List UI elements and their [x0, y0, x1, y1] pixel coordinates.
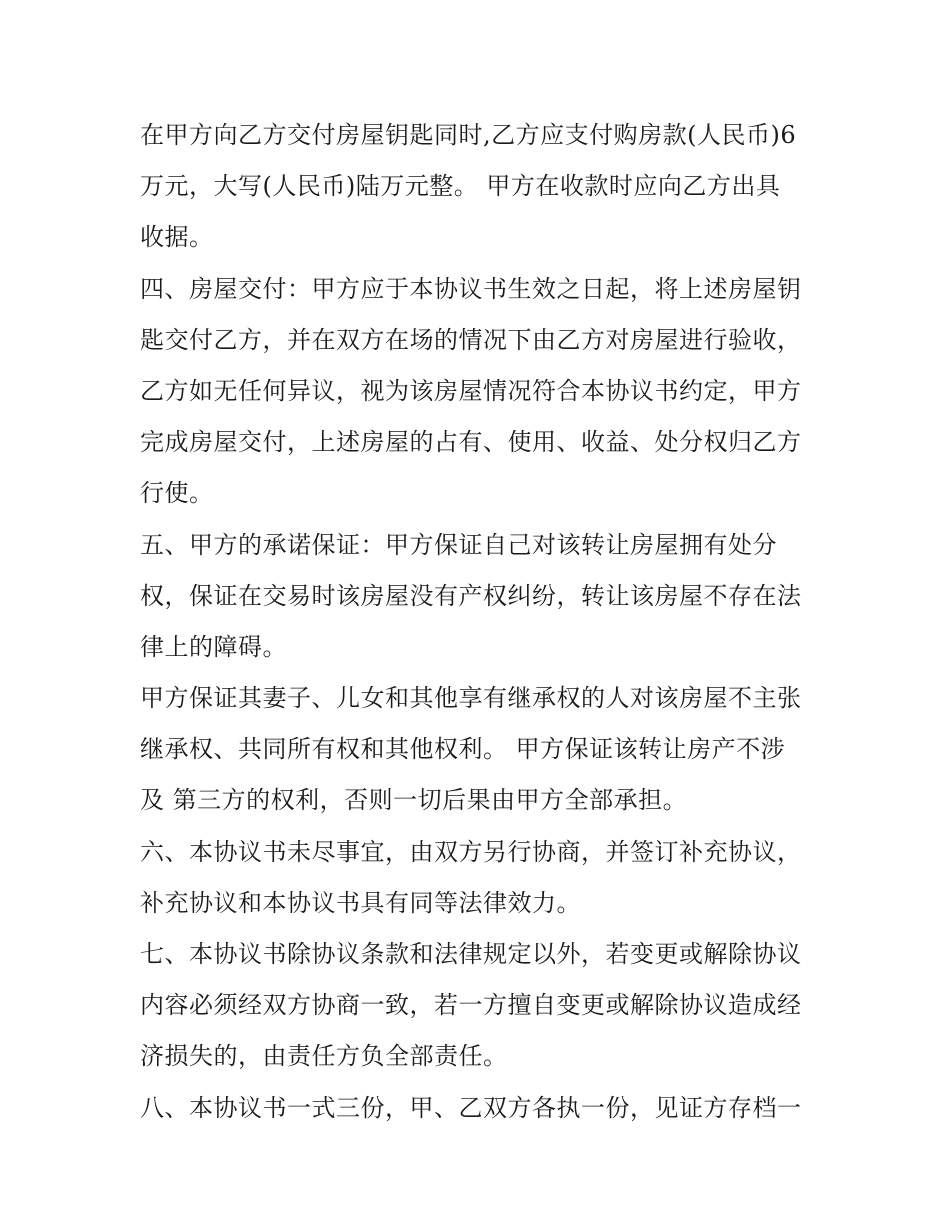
text-line: 八、本协议书一式三份，甲、乙双方各执一份，见证方存档一 — [140, 1093, 802, 1122]
guarantee-family-rights — [140, 673, 812, 827]
text-line: 七、本协议书除协议条款和法律规定以外，若变更或解除协议 — [140, 940, 802, 968]
text-line: 完成房屋交付，上述房屋的占有、使用、收益、处分权归乙方 — [140, 428, 802, 457]
text-line: 甲方保证其妻子、儿女和其他享有继承权的人对该房屋不主张 — [140, 684, 802, 713]
payment-clause — [140, 110, 812, 264]
text-line: 及 第三方的权利，否则一切后果由甲方全部承担。 — [140, 786, 688, 815]
text-line: 继承权、共同所有权和其他权利。 甲方保证该转让房产不涉 — [140, 735, 786, 764]
text-line: 匙交付乙方，并在双方在场的情况下由乙方对房屋进行验收， — [140, 325, 802, 354]
clause-six-supplement — [140, 827, 812, 929]
clause-seven-modification — [140, 929, 812, 1083]
text-line: 补充协议和本协议书具有同等法律效力。 — [140, 888, 581, 917]
clause-four-house-delivery — [140, 264, 812, 520]
text-line: 律上的障碍。 — [140, 632, 287, 661]
text-line: 内容必须经双方协商一致，若一方擅自变更或解除协议造成经 — [140, 991, 802, 1020]
clause-five-guarantee — [140, 520, 812, 674]
text-line: 在甲方向乙方交付房屋钥匙同时,乙方应支付购房款(人民币)6 — [140, 121, 797, 149]
text-line: 四、房屋交付：甲方应于本协议书生效之日起，将上述房屋钥 — [140, 274, 802, 303]
text-line: 乙方如无任何异议，视为该房屋情况符合本协议书约定，甲方 — [140, 376, 802, 405]
document-body — [140, 110, 812, 1134]
text-line: 万元，大写(人民币)陆万元整。 甲方在收款时应向乙方出具 — [140, 172, 781, 201]
text-line: 济损失的，由责任方负全部责任。 — [140, 1042, 508, 1071]
clause-eight-copies — [140, 1083, 812, 1134]
text-line: 收据。 — [140, 223, 214, 252]
text-line: 行使。 — [140, 479, 214, 508]
text-line: 权，保证在交易时该房屋没有产权纠纷，转让该房屋不存在法 — [140, 581, 802, 610]
text-line: 六、本协议书未尽事宜，由双方另行协商，并签订补充协议， — [140, 837, 802, 866]
text-line: 五、甲方的承诺保证：甲方保证自己对该转让房屋拥有处分 — [140, 530, 777, 559]
